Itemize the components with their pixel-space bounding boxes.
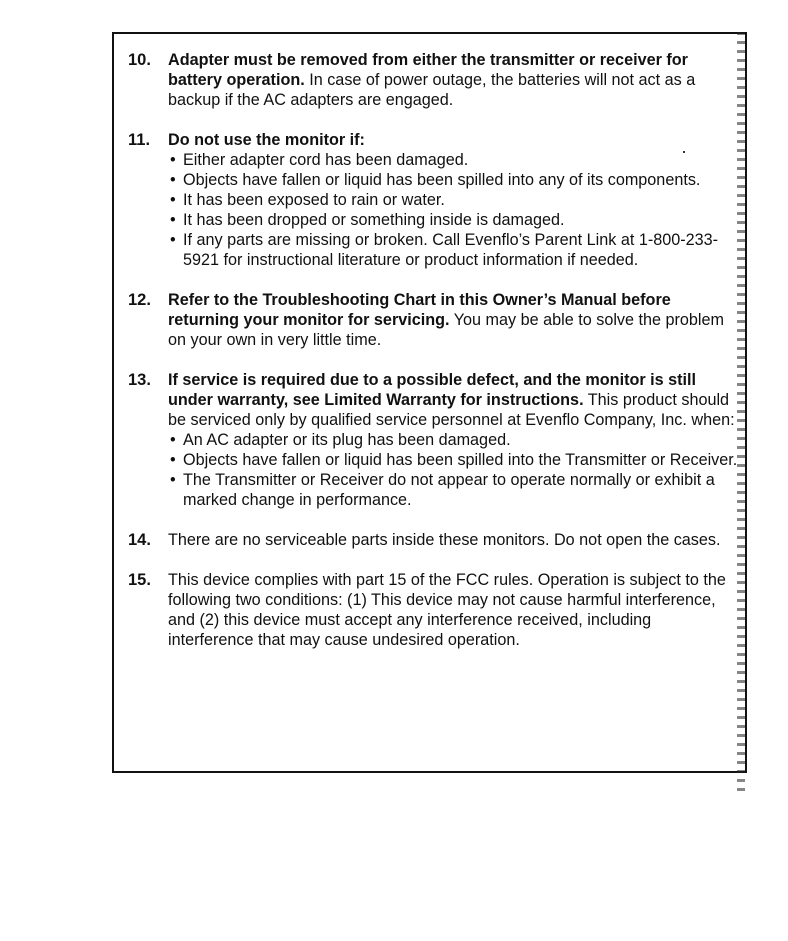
- item-number: 12.: [128, 291, 151, 309]
- item-text: There are no serviceable parts inside these monitors. Do not open the cases.: [168, 531, 721, 549]
- list-item-12: [128, 290, 738, 350]
- item-number: 10.: [128, 51, 151, 69]
- bullet-item: • Objects have fallen or liquid has been spilled into any of its components.: [168, 170, 738, 190]
- item-heading: Adapter must be removed from either the transmitter or receiver for battery operation.: [168, 51, 688, 89]
- item-text: This device complies with part 15 of the FCC rules. Operation is subject to the following two conditions: (1) This device may not cause harmful interference, and (2) this device must accept any interference received, including interference that may cause undesired operation.: [168, 571, 726, 649]
- list-item-11: [128, 130, 738, 270]
- item-number: 14.: [128, 531, 151, 549]
- item-heading: Refer to the Troubleshooting Chart in this Owner’s Manual before returning your monitor for servicing.: [168, 291, 671, 329]
- bullet-item: • Either adapter cord has been damaged.: [168, 150, 738, 170]
- item-text: In case of power outage, the batteries will not act as a backup if the AC adapters are engaged.: [168, 71, 696, 109]
- item-number: 15.: [128, 571, 151, 589]
- item-text: You may be able to solve the problem on your own in very little time.: [168, 311, 724, 349]
- list-item-13: [128, 370, 738, 510]
- bullet-item: • An AC adapter or its plug has been damaged.: [168, 430, 738, 450]
- bullet-item: • It has been dropped or something inside is damaged.: [168, 210, 738, 230]
- item-number: 13.: [128, 371, 151, 389]
- bullet-list: [168, 430, 738, 510]
- scan-artifact-edge: [737, 32, 745, 792]
- bullet-item: • It has been exposed to rain or water.: [168, 190, 738, 210]
- bullet-list: [168, 150, 738, 270]
- list-item-15: [128, 570, 738, 650]
- item-heading: Do not use the monitor if:: [168, 131, 365, 149]
- list-item-10: [128, 50, 738, 110]
- bullet-item: • Objects have fallen or liquid has been spilled into the Transmitter or Receiver.: [168, 450, 738, 470]
- item-heading: If service is required due to a possible defect, and the monitor is still under warranty, see Limited Warranty for instructions.: [168, 371, 697, 409]
- bullet-item: • The Transmitter or Receiver do not appear to operate normally or exhibit a marked change in performance.: [168, 470, 738, 510]
- item-text: This product should be serviced only by qualified service personnel at Evenflo Company, Inc. when:: [168, 391, 735, 429]
- bullet-item: • If any parts are missing or broken. Call Evenflo’s Parent Link at 1-800-233-5921 for instructional literature or product information if needed.: [168, 230, 738, 270]
- item-number: 11.: [128, 131, 151, 149]
- instructions-list: [128, 50, 738, 670]
- list-item-14: [128, 530, 738, 550]
